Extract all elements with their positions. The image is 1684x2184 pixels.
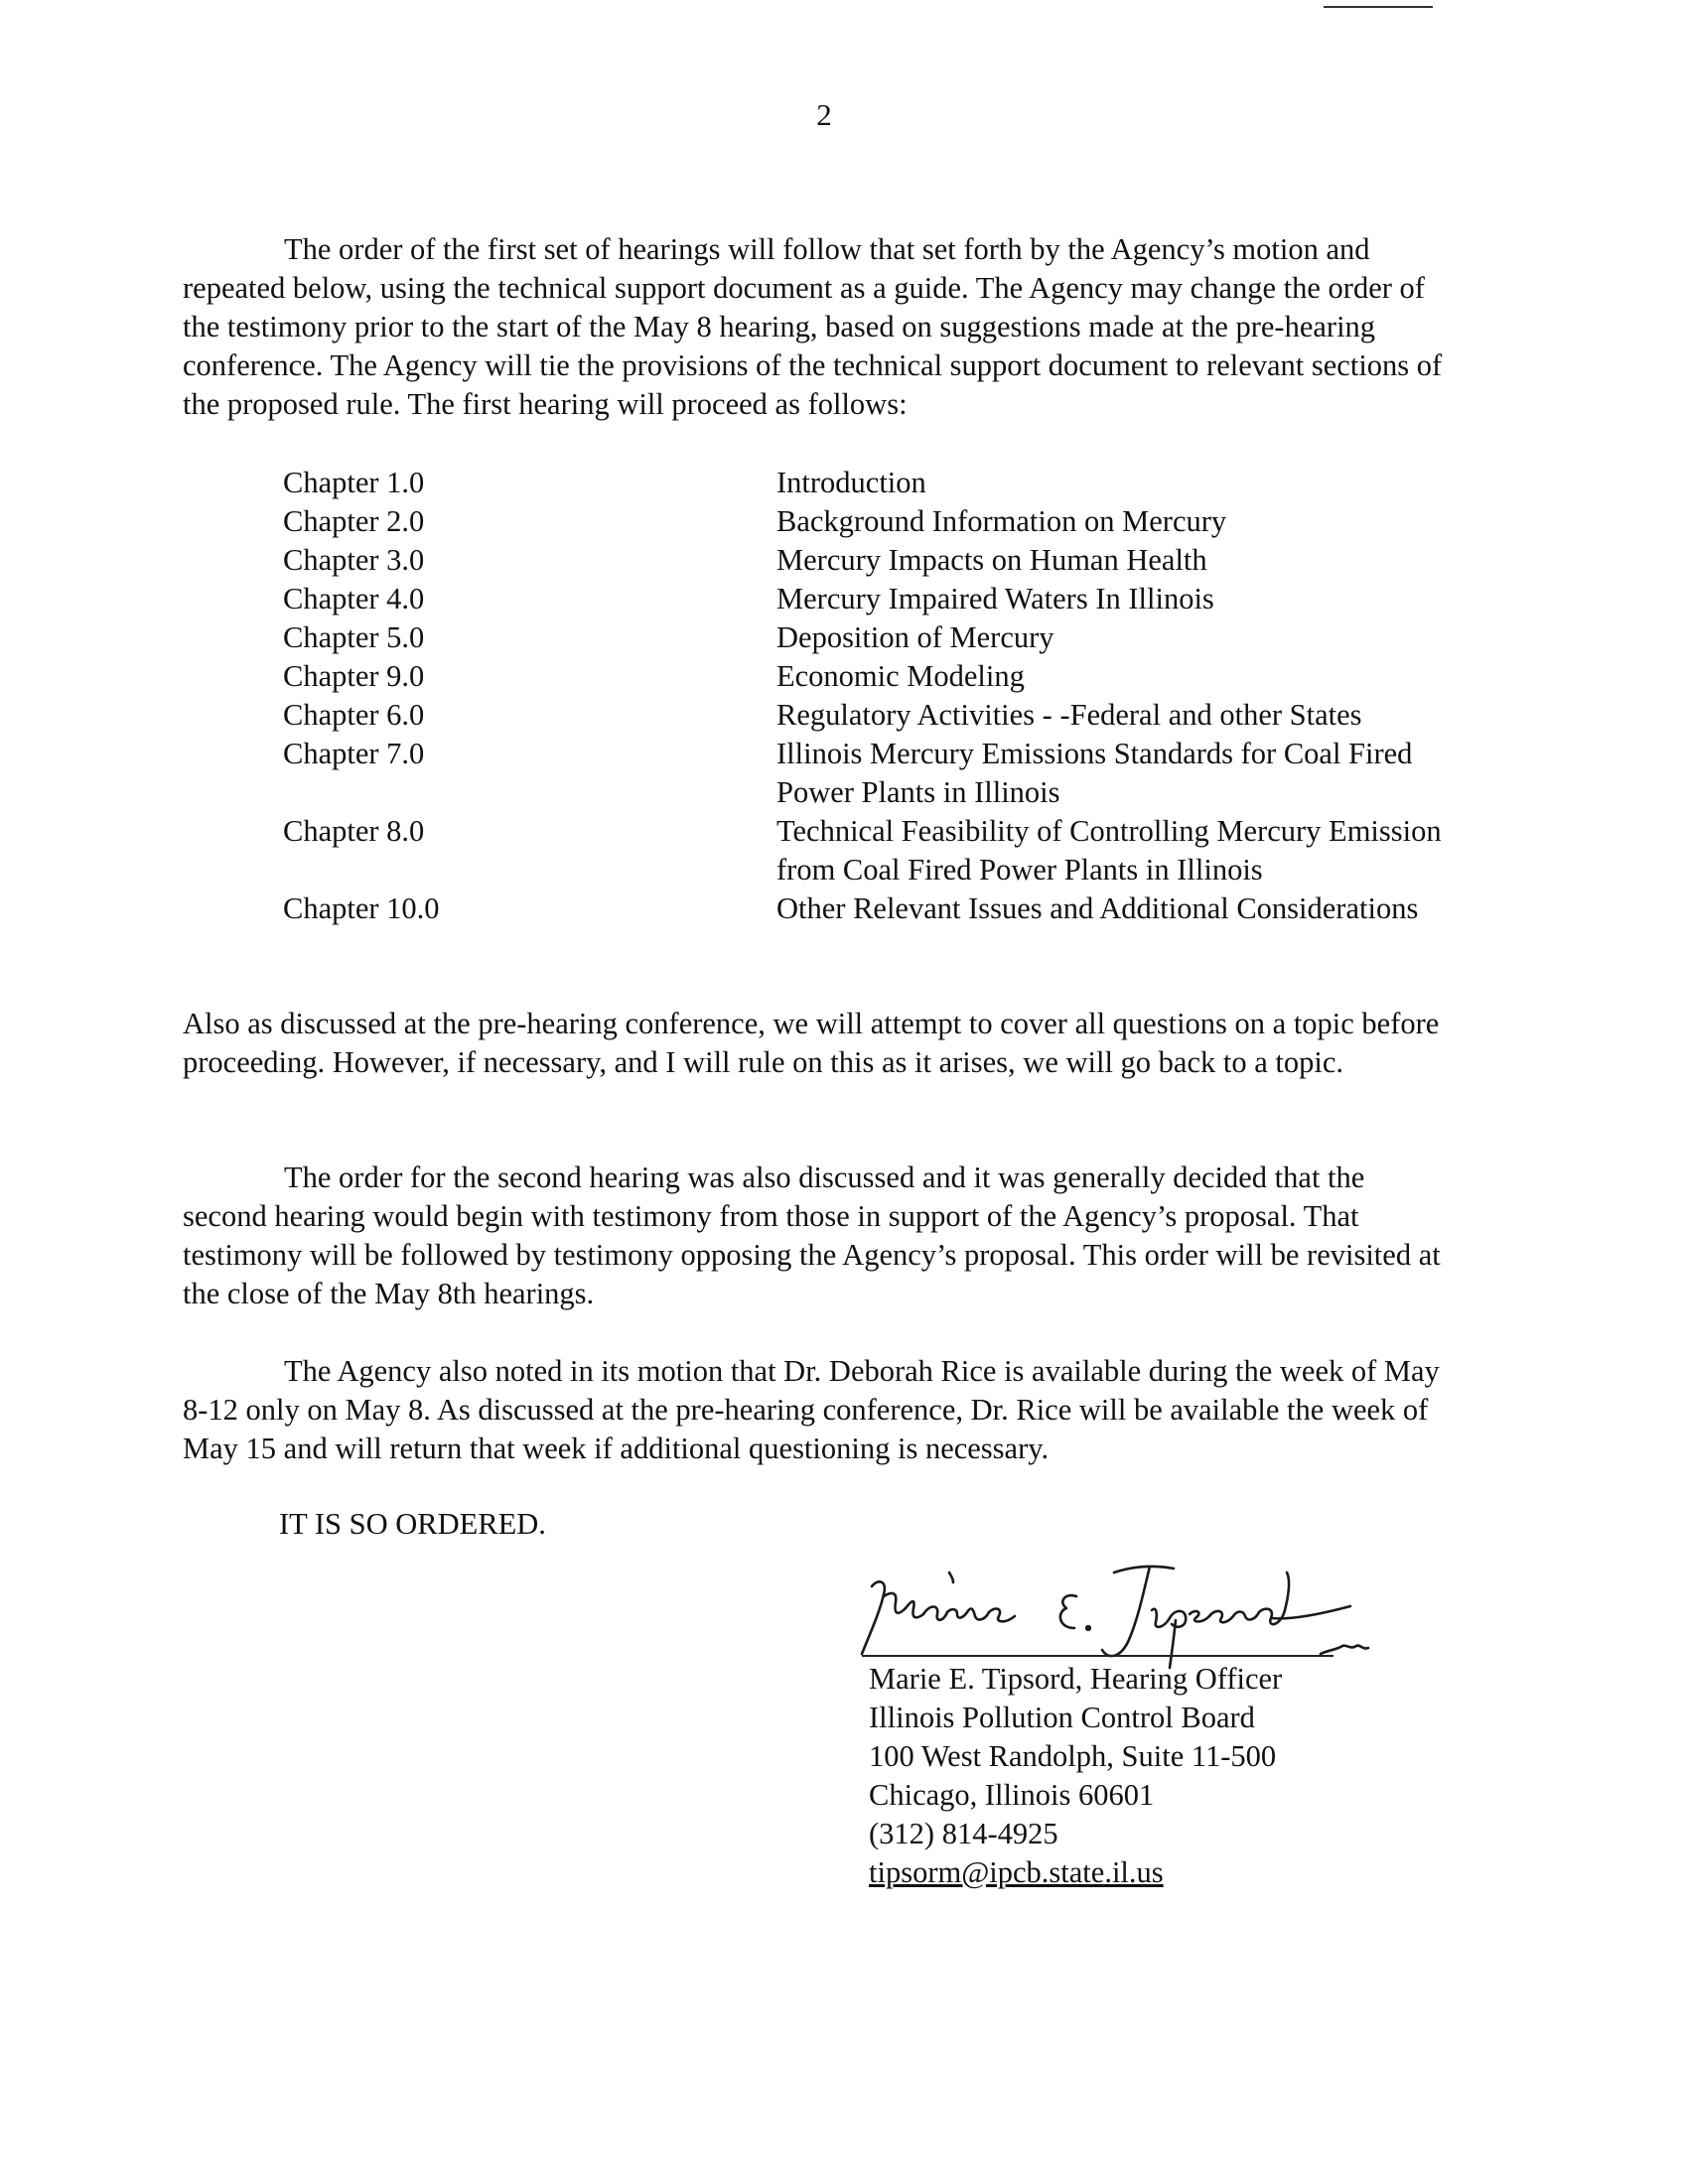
chapter-list: [283, 464, 1474, 928]
chapter-number: Chapter 10.0: [283, 891, 440, 925]
so-ordered-statement: IT IS SO ORDERED.: [279, 1507, 546, 1541]
chapter-title: Deposition of Mercury: [776, 620, 1054, 654]
signer-phone: (312) 814-4925: [869, 1817, 1058, 1850]
page-number: 2: [816, 97, 832, 132]
chapter-number: Chapter 1.0: [283, 466, 425, 499]
signer-city: Chicago, Illinois 60601: [869, 1778, 1155, 1812]
dr-rice-paragraph: The Agency also noted in its motion that Dr. Deborah Rice is available during the week of May 8-12 only on May 8. As discussed at the pre-hearing conference, Dr. Rice will be available the week of May 15 and will return that week if additional questioning is necessary.: [183, 1354, 1440, 1465]
chapter-title: Technical Feasibility of Controlling Mercury Emission from Coal Fired Power Plants in Illinois: [776, 814, 1442, 887]
intro-paragraph: The order of the first set of hearings will follow that set forth by the Agency’s motion and repeated below, using the technical support document as a guide. The Agency may change the order of the testimony prior to the start of the May 8 hearing, based on suggestions made at the pre-hearing conference. The Agency will tie the provisions of the technical support document to relevant sections of the proposed rule. The first hearing will proceed as follows:: [183, 232, 1443, 421]
chapter-row: [283, 696, 1474, 735]
top-edge-rule: [1324, 6, 1433, 8]
signer-email-link[interactable]: tipsorm@ipcb.state.il.us: [869, 1855, 1164, 1889]
chapter-title: Other Relevant Issues and Additional Considerations: [776, 891, 1419, 925]
chapter-row: [283, 735, 1474, 812]
chapter-number: Chapter 2.0: [283, 504, 425, 538]
chapter-title: Illinois Mercury Emissions Standards for Coal Fired Power Plants in Illinois: [776, 737, 1413, 809]
chapter-number: Chapter 5.0: [283, 620, 425, 654]
second-hearing-paragraph: The order for the second hearing was also discussed and it was generally decided that the second hearing would begin with testimony from those in support of the Agency’s proposal. That testimony will be followed by testimony opposing the Agency’s proposal. This order will be revisited at the close of the May 8th hearings.: [183, 1160, 1441, 1310]
chapter-number: Chapter 8.0: [283, 814, 425, 848]
chapter-row: [283, 618, 1474, 657]
chapter-row: [283, 541, 1474, 580]
chapter-number: Chapter 9.0: [283, 659, 425, 693]
chapter-row: [283, 812, 1474, 889]
chapter-title: Background Information on Mercury: [776, 504, 1227, 538]
signature-block: [869, 1660, 1282, 1892]
questions-paragraph: Also as discussed at the pre-hearing conference, we will attempt to cover all questions on a topic before proceeding. However, if necessary, and I will rule on this as it arises, we will go back to a topic.: [183, 1007, 1440, 1079]
chapter-row: [283, 580, 1474, 618]
chapter-row: [283, 502, 1474, 541]
chapter-title: Economic Modeling: [776, 659, 1025, 693]
chapter-title: Mercury Impacts on Human Health: [776, 543, 1207, 577]
chapter-row: [283, 889, 1474, 928]
chapter-title: Mercury Impaired Waters In Illinois: [776, 582, 1214, 615]
chapter-number: Chapter 3.0: [283, 543, 425, 577]
signer-organization: Illinois Pollution Control Board: [869, 1701, 1255, 1734]
chapter-row: [283, 464, 1474, 502]
chapter-title: Introduction: [776, 466, 926, 499]
chapter-number: Chapter 6.0: [283, 698, 425, 732]
chapter-number: Chapter 7.0: [283, 737, 425, 770]
signature-line: [862, 1655, 1333, 1657]
chapter-row: [283, 657, 1474, 696]
signer-name-title: Marie E. Tipsord, Hearing Officer: [869, 1662, 1283, 1696]
chapter-title: Regulatory Activities - -Federal and other States: [776, 698, 1362, 732]
chapter-number: Chapter 4.0: [283, 582, 425, 615]
signer-address: 100 West Randolph, Suite 11-500: [869, 1739, 1277, 1773]
